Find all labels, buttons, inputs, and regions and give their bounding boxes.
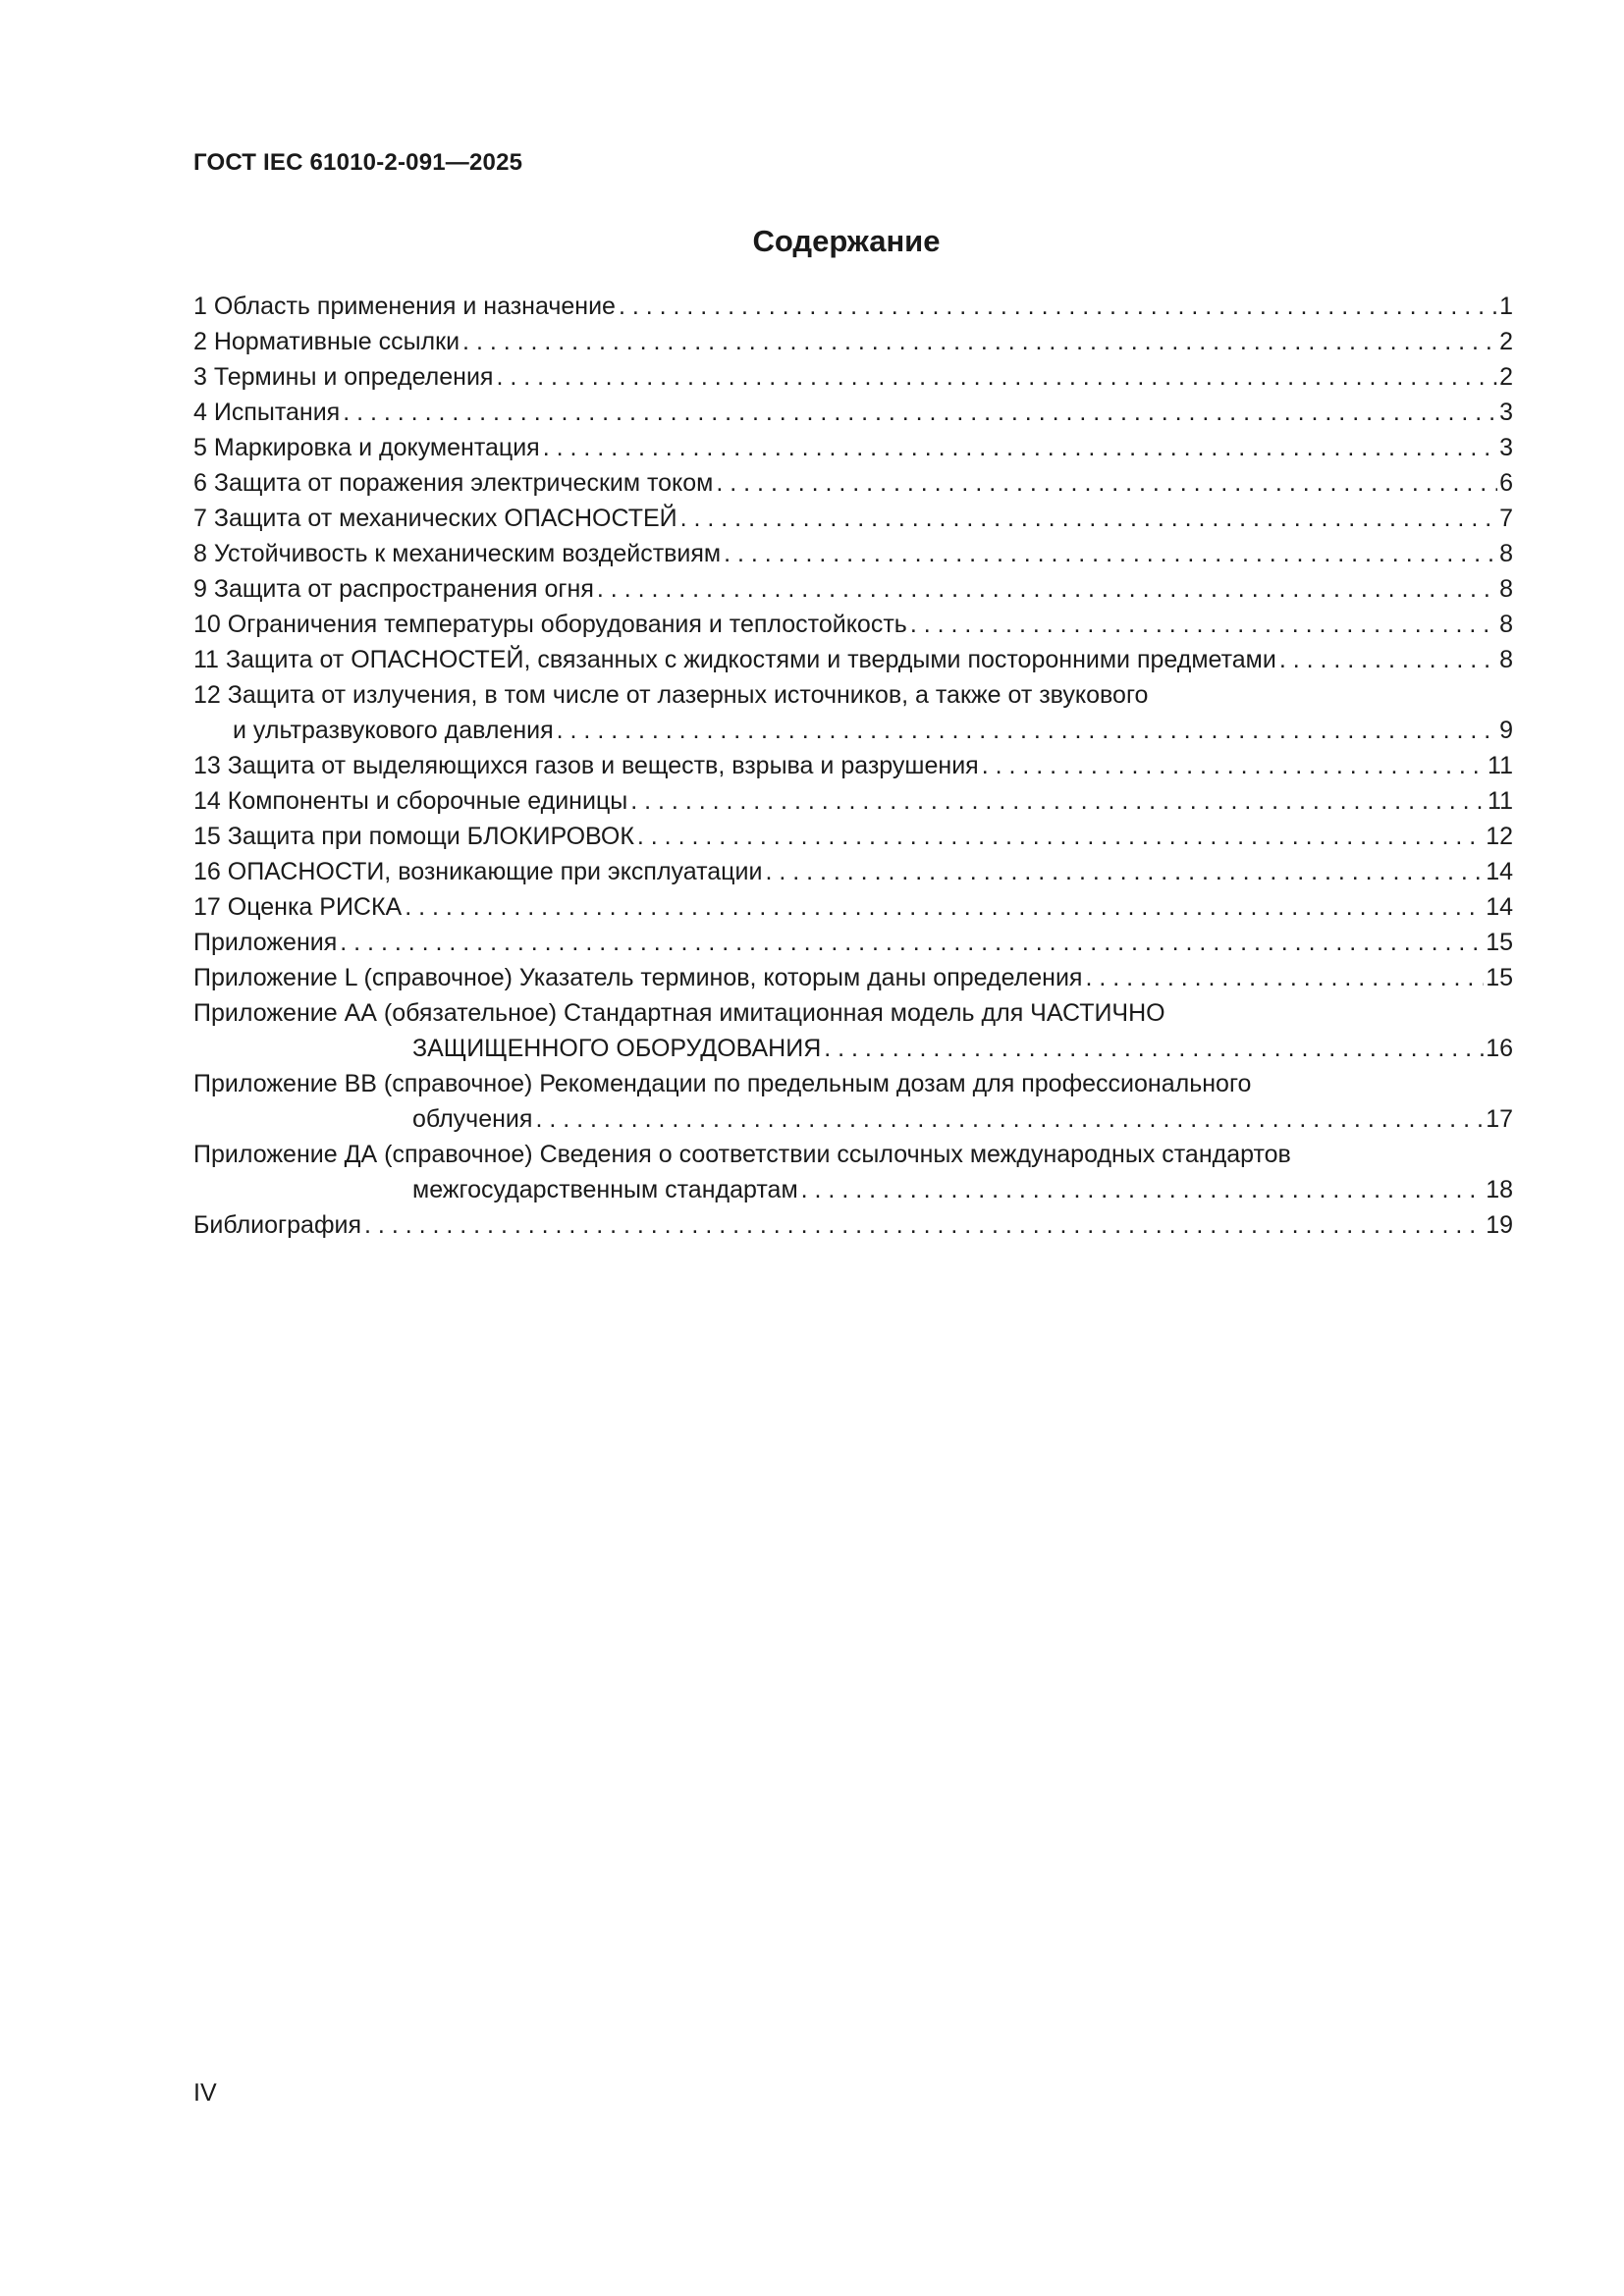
- toc-entry-text: 16 ОПАСНОСТИ, возникающие при эксплуатации: [193, 858, 763, 885]
- toc-entry-10[interactable]: [193, 607, 1513, 642]
- dot-leader: [627, 783, 1486, 819]
- dot-leader: [402, 889, 1484, 925]
- dot-leader: [594, 571, 1497, 607]
- toc-entry-text: 6 Защита от поражения электрическим током: [193, 469, 714, 497]
- toc-entry-page: 14: [1486, 893, 1513, 921]
- toc-title: Содержание: [752, 224, 941, 258]
- dot-leader: [540, 430, 1497, 465]
- toc-entry-text: Приложение ДА (справочное) Сведения о соответствии ссылочных международных стандартов: [193, 1141, 1291, 1168]
- toc-entry-7[interactable]: [193, 501, 1513, 536]
- toc-entry-12[interactable]: [193, 677, 1513, 713]
- toc-entry-annex-bb[interactable]: [193, 1066, 1513, 1101]
- toc-entry-text: и ультразвукового давления: [233, 717, 554, 744]
- toc-entry-text: ЗАЩИЩЕННОГО ОБОРУДОВАНИЯ: [412, 1035, 822, 1062]
- dot-leader: [798, 1172, 1485, 1207]
- dot-leader: [762, 854, 1484, 889]
- dot-leader: [713, 465, 1497, 501]
- dot-leader: [493, 359, 1497, 395]
- toc-entry-1[interactable]: [193, 289, 1513, 324]
- toc-entry-page: 17: [1486, 1105, 1513, 1133]
- dot-leader: [979, 748, 1486, 783]
- dot-leader: [532, 1101, 1484, 1137]
- toc-entry-text: 7 Защита от механических ОПАСНОСТЕЙ: [193, 505, 677, 532]
- toc-entry-15[interactable]: [193, 819, 1513, 854]
- toc-entry-text: 2 Нормативные ссылки: [193, 328, 460, 355]
- toc-entry-text: 8 Устойчивость к механическим воздействиям: [193, 540, 722, 567]
- toc-entry-page: 15: [1486, 929, 1513, 956]
- toc-entry-annex-l[interactable]: [193, 960, 1513, 995]
- toc-entry-page: 8: [1499, 540, 1513, 567]
- toc-entry-annex-aa-cont[interactable]: [193, 1031, 1513, 1066]
- toc-entry-text: 13 Защита от выделяющихся газов и веществ, взрыва и разрушения: [193, 752, 979, 779]
- toc-entry-17[interactable]: [193, 889, 1513, 925]
- toc-entry-page: 3: [1499, 434, 1513, 461]
- toc-entry-text: 11 Защита от ОПАСНОСТЕЙ, связанных с жидкостями и твердыми посторонними предметами: [193, 646, 1276, 673]
- toc-entry-bibliography[interactable]: [193, 1207, 1513, 1243]
- toc-entry-page: 16: [1486, 1035, 1513, 1062]
- toc-entry-page: 9: [1499, 717, 1513, 744]
- toc-entry-text: 4 Испытания: [193, 399, 341, 426]
- toc-entry-11[interactable]: [193, 642, 1513, 677]
- toc-entry-12-cont[interactable]: [193, 713, 1513, 748]
- toc-entry-text: 5 Маркировка и документация: [193, 434, 540, 461]
- toc-entry-text: 1 Область применения и назначение: [193, 293, 616, 320]
- toc-entry-text: 3 Термины и определения: [193, 363, 494, 391]
- toc-entry-text: межгосударственным стандартам: [412, 1176, 798, 1203]
- toc-entry-text: Приложения: [193, 929, 338, 956]
- dot-leader: [554, 713, 1497, 748]
- dot-leader: [616, 289, 1497, 324]
- toc-entry-annexes[interactable]: [193, 925, 1513, 960]
- toc-entry-page: 8: [1499, 611, 1513, 638]
- toc-entry-annex-da-cont[interactable]: [193, 1172, 1513, 1207]
- toc-entry-text: 10 Ограничения температуры оборудования и теплостойкость: [193, 611, 907, 638]
- toc-entry-page: 14: [1486, 858, 1513, 885]
- toc-entry-page: 19: [1486, 1211, 1513, 1239]
- toc-entry-page: 12: [1486, 823, 1513, 850]
- dot-leader: [460, 324, 1497, 359]
- toc-entry-page: 15: [1486, 964, 1513, 991]
- toc-entry-annex-bb-cont[interactable]: [193, 1101, 1513, 1137]
- toc-entry-page: 3: [1499, 399, 1513, 426]
- toc-entry-text: облучения: [412, 1105, 533, 1133]
- toc-entry-annex-da[interactable]: [193, 1137, 1513, 1172]
- dot-leader: [677, 501, 1497, 536]
- toc-entry-8[interactable]: [193, 536, 1513, 571]
- toc-entry-5[interactable]: [193, 430, 1513, 465]
- toc-entry-page: 11: [1488, 752, 1513, 779]
- toc-entry-16[interactable]: [193, 854, 1513, 889]
- toc-entry-page: 18: [1486, 1176, 1513, 1203]
- toc-entry-2[interactable]: [193, 324, 1513, 359]
- toc-entry-text: 12 Защита от излучения, в том числе от лазерных источников, а также от звукового: [193, 681, 1149, 709]
- toc-entry-page: 1: [1499, 293, 1513, 320]
- page-number: IV: [193, 2079, 217, 2107]
- dot-leader: [821, 1031, 1484, 1066]
- toc-entry-14[interactable]: [193, 783, 1513, 819]
- dot-leader: [361, 1207, 1484, 1243]
- dot-leader: [340, 395, 1497, 430]
- toc-entry-page: 8: [1499, 575, 1513, 603]
- toc-entry-text: 9 Защита от распространения огня: [193, 575, 594, 603]
- toc-entry-4[interactable]: [193, 395, 1513, 430]
- toc-entry-page: 8: [1499, 646, 1513, 673]
- document-code: ГОСТ IEC 61010-2-091—2025: [193, 149, 523, 176]
- toc-entry-13[interactable]: [193, 748, 1513, 783]
- toc-entry-9[interactable]: [193, 571, 1513, 607]
- toc-entry-text: Приложение ВВ (справочное) Рекомендации по предельным дозам для профессионального: [193, 1070, 1252, 1097]
- toc-entry-page: 2: [1499, 328, 1513, 355]
- toc-entry-text: Приложение АА (обязательное) Стандартная имитационная модель для ЧАСТИЧНО: [193, 999, 1165, 1027]
- toc-entry-text: 15 Защита при помощи БЛОКИРОВОК: [193, 823, 634, 850]
- toc-entry-annex-aa[interactable]: [193, 995, 1513, 1031]
- dot-leader: [337, 925, 1484, 960]
- toc-entry-text: Приложение L (справочное) Указатель терминов, которым даны определения: [193, 964, 1083, 991]
- toc-entry-page: 11: [1488, 787, 1513, 815]
- table-of-contents: [193, 289, 1513, 1243]
- toc-entry-page: 2: [1499, 363, 1513, 391]
- toc-entry-text: 14 Компоненты и сборочные единицы: [193, 787, 628, 815]
- dot-leader: [721, 536, 1497, 571]
- toc-entry-3[interactable]: [193, 359, 1513, 395]
- toc-entry-page: 7: [1499, 505, 1513, 532]
- dot-leader: [907, 607, 1497, 642]
- dot-leader: [634, 819, 1484, 854]
- dot-leader: [1082, 960, 1484, 995]
- dot-leader: [1276, 642, 1497, 677]
- toc-entry-page: 6: [1499, 469, 1513, 497]
- toc-entry-text: 17 Оценка РИСКА: [193, 893, 403, 921]
- toc-entry-6[interactable]: [193, 465, 1513, 501]
- toc-entry-text: Библиография: [193, 1211, 362, 1239]
